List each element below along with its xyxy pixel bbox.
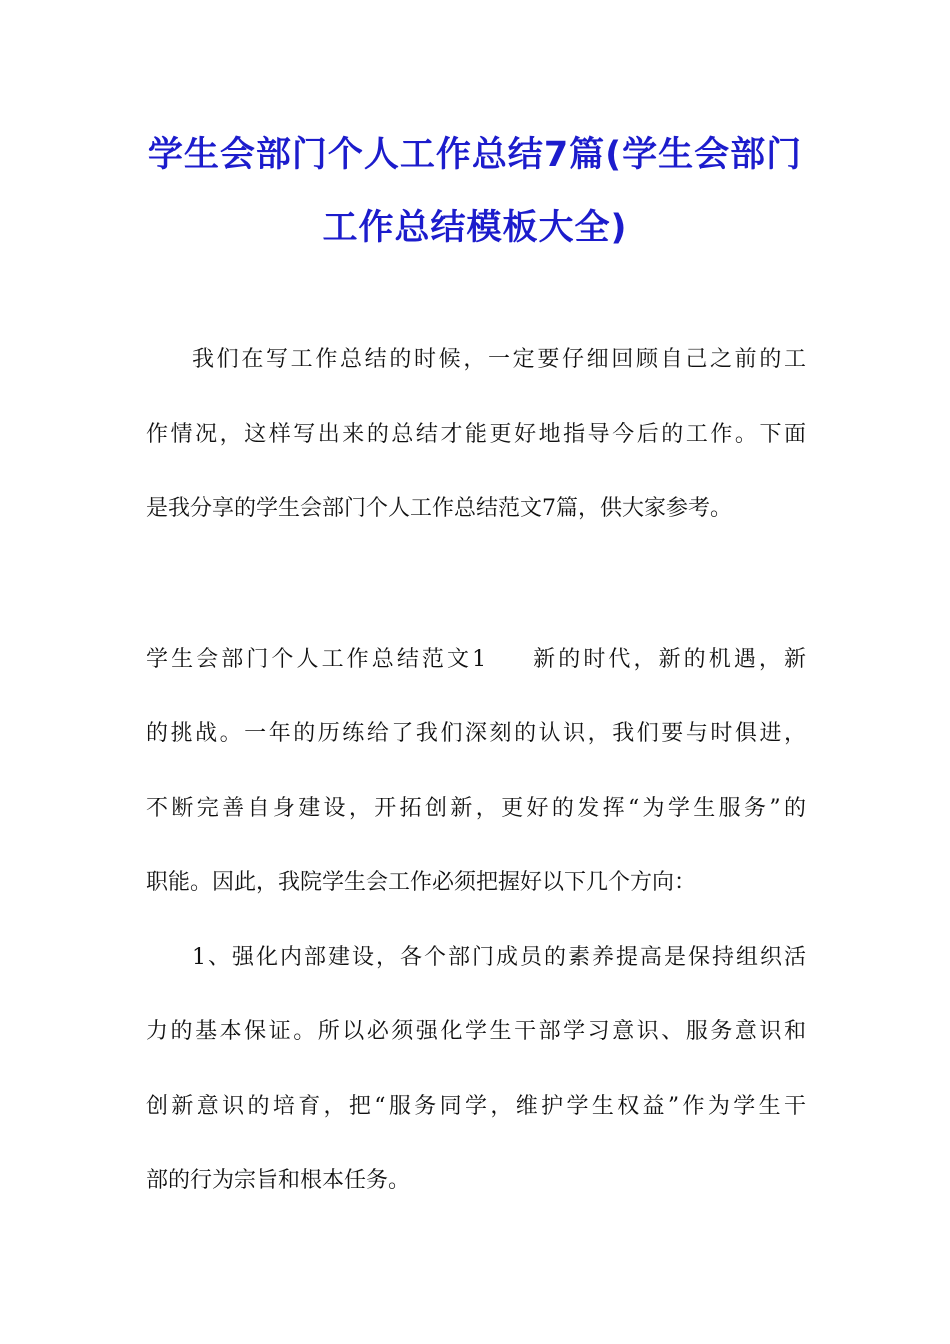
document-title-line-2: 工作总结模板大全) (322, 208, 628, 248)
intro-paragraph-line-1: 我们在写工作总结的时候，一定要仔细回顾自己之前的工 (192, 347, 806, 372)
point-1-line-2: 力的基本保证。所以必须强化学生干部学习意识、服务意识和 (146, 1019, 806, 1044)
section-1-line-1 (146, 646, 806, 674)
section-1-line-2: 的挑战。一年的历练给了我们深刻的认识，我们要与时俱进， (146, 721, 806, 746)
point-1-line-4: 部的行为宗旨和根本任务。 (146, 1168, 411, 1193)
section-1-line-3: 不断完善自身建设，开拓创新，更好的发挥“为学生服务”的 (146, 796, 806, 821)
point-1-line-1: 1、强化内部建设，各个部门成员的素养提高是保持组织活 (192, 945, 806, 970)
document-title-line-1: 学生会部门个人工作总结7篇(学生会部门 (147, 135, 803, 175)
section-1-line-1-rest: 新的时代，新的机遇，新 (530, 647, 806, 672)
section-1-line-4: 职能。因此，我院学生会工作必须把握好以下几个方向： (146, 870, 697, 895)
section-1-heading: 学生会部门个人工作总结范文1 (146, 647, 487, 672)
intro-paragraph-line-3: 是我分享的学生会部门个人工作总结范文7篇，供大家参考。 (146, 496, 732, 521)
intro-paragraph-line-2: 作情况，这样写出来的总结才能更好地指导今后的工作。下面 (146, 422, 806, 447)
point-1-line-3: 创新意识的培育，把“服务同学，维护学生权益”作为学生干 (146, 1094, 806, 1119)
